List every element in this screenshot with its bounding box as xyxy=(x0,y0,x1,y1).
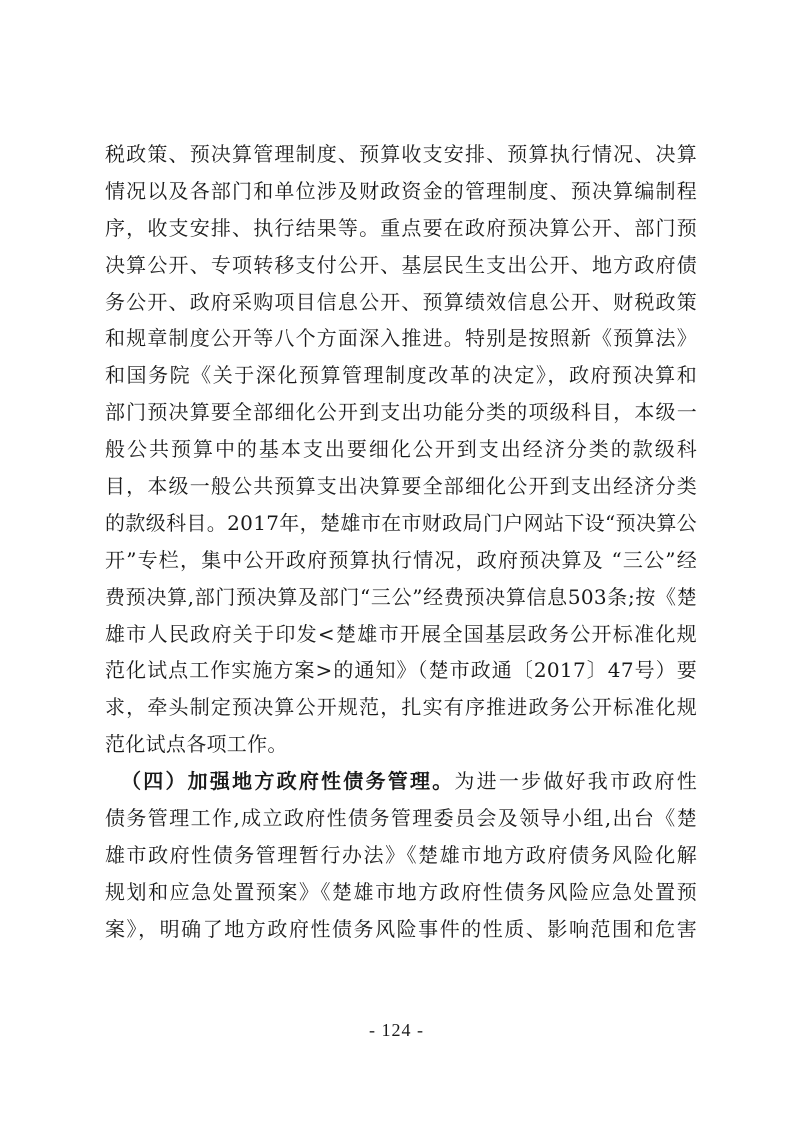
text-line: 税政策、预决算管理制度、预算收支安排、预算执行情况、决算 xyxy=(105,142,697,166)
text-line: 开”专栏，集中公开政府预算执行情况，政府预决算及 “三公”经 xyxy=(105,547,697,572)
text-line: 费预决算,部门预决算及部门“三公”经费预决算信息503条;按《楚 xyxy=(105,584,697,609)
text-line: 情况以及各部门和单位涉及财政资金的管理制度、预决算编制程 xyxy=(105,178,697,203)
section-text: 为进一步做好我市政府性 xyxy=(454,769,697,794)
page-number: - 124 - xyxy=(369,1020,424,1040)
text-line: 和规章制度公开等八个方面深入推进。特别是按照新《预算法》 xyxy=(105,326,697,351)
text-line: 案》，明确了地方政府性债务风险事件的性质、影响范围和危害 xyxy=(105,916,697,941)
text-line: 的款级科目。2017年，楚雄市在市财政局门户网站下设“预决算公 xyxy=(105,510,697,535)
text-line: 雄市政府性债务管理暂行办法》《楚雄市地方政府债务风险化解 xyxy=(105,842,697,867)
text-line: 序，收支安排、执行结果等。重点要在政府预决算公开、部门预 xyxy=(105,215,697,240)
text-line: 般公共预算中的基本支出要细化公开到支出经济分类的款级科 xyxy=(105,437,697,462)
text-line: 务公开、政府采购项目信息公开、预算绩效信息公开、财税政策 xyxy=(105,289,697,314)
section-heading-line xyxy=(105,763,697,800)
text-line: 目，本级一般公共预算支出决算要全部细化公开到支出经济分类 xyxy=(105,474,697,499)
body-text xyxy=(105,136,697,948)
text-line: 雄市人民政府关于印发<楚雄市开展全国基层政务公开标准化规 xyxy=(105,621,697,646)
text-line: 部门预决算要全部细化公开到支出功能分类的项级科目，本级一 xyxy=(105,400,697,425)
text-line: 债务管理工作,成立政府性债务管理委员会及领导小组,出台《楚 xyxy=(105,806,697,831)
text-line: 和国务院《关于深化预算管理制度改革的决定》，政府预决算和 xyxy=(105,363,697,388)
text-line: 求，牵头制定预决算公开规范，扎实有序推进政务公开标准化规 xyxy=(105,695,697,720)
text-line: 决算公开、专项转移支付公开、基层民生支出公开、地方政府债 xyxy=(105,252,697,277)
text-line: 规划和应急处置预案》《楚雄市地方政府性债务风险应急处置预 xyxy=(105,879,697,904)
text-line: 范化试点工作实施方案>的通知》（楚市政通〔2017〕47号）要 xyxy=(105,658,697,683)
section-heading: （四）加强地方政府性债务管理。 xyxy=(121,769,455,794)
text-line: 范化试点各项工作。 xyxy=(105,732,288,757)
